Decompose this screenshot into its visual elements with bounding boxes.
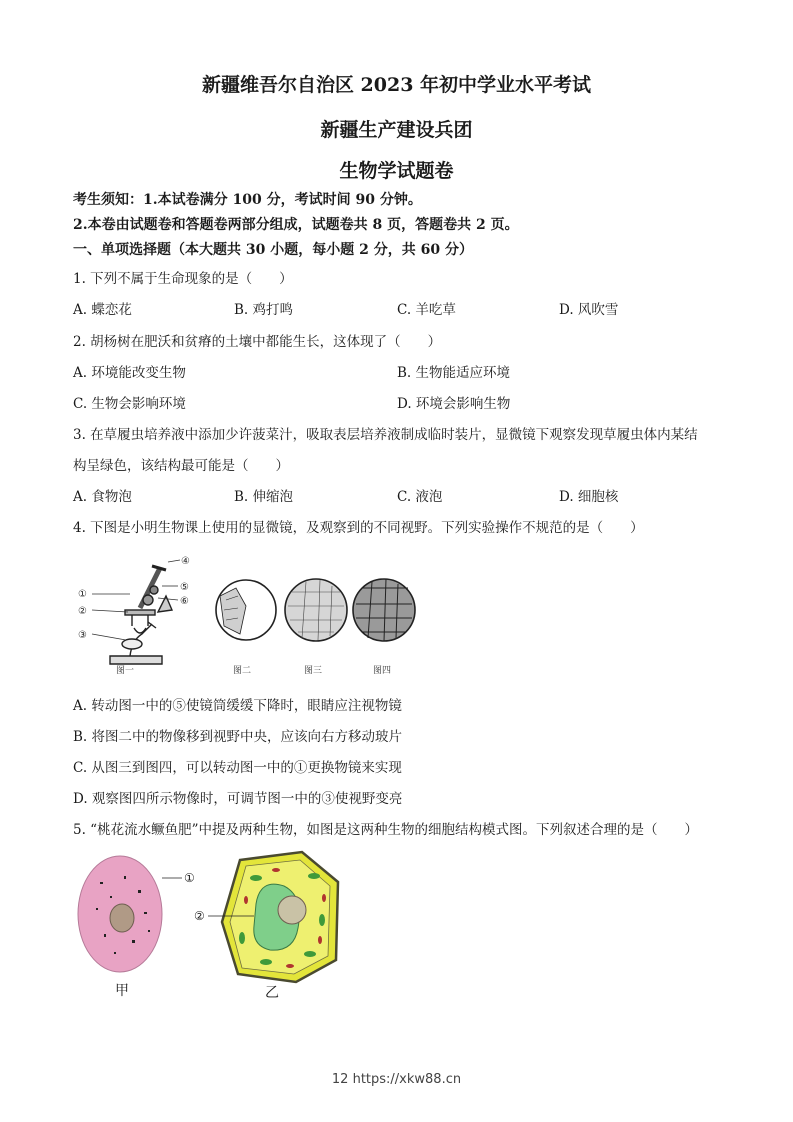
q1-option-c: C. 羊吃草 <box>397 302 456 318</box>
q1-option-d: D. 风吹雪 <box>559 302 619 318</box>
q4-option-a: A. 转动图一中的⑤使镜筒缓缓下降时，眼睛应注视物镜 <box>73 698 402 714</box>
caption-jia: 甲 <box>115 983 129 999</box>
q3-option-a: A. 食物泡 <box>73 489 132 505</box>
notice-line-1: 考生须知：1.本试卷满分 100 分，考试时间 90 分钟。 <box>73 192 422 208</box>
cell-label-1: ① <box>184 871 195 885</box>
q1-option-b: B. 鸡打鸣 <box>234 302 294 318</box>
page-footer: 12 https://xkw88.cn <box>331 1072 462 1087</box>
caption-fig1: 图一 <box>116 666 135 676</box>
question-1-stem: 1. 下列不属于生命现象的是（ ） <box>73 271 293 287</box>
q4-option-d: D. 观察图四所示物像时，可调节图一中的③使视野变亮 <box>73 791 403 807</box>
caption-fig2: 图二 <box>233 666 252 676</box>
view-four <box>353 579 415 641</box>
q3-option-c: C. 液泡 <box>397 489 443 505</box>
cell-label-2: ② <box>194 909 205 923</box>
animal-cell <box>78 856 162 972</box>
question-3-stem-cont: 构呈绿色，该结构最可能是（ ） <box>73 458 289 474</box>
paper-title: 生物学试题卷 <box>339 160 454 182</box>
cell-figure <box>70 842 370 1002</box>
microscope-drawing <box>110 566 172 664</box>
exam-title: 新疆维吾尔自治区 2023 年初中学业水平考试 <box>201 74 592 96</box>
q3-option-d: D. 细胞核 <box>559 489 619 505</box>
caption-yi: 乙 <box>265 985 279 1001</box>
q4-option-b: B. 将图二中的物像移到视野中央，应该向右方移动玻片 <box>73 729 403 745</box>
view-three <box>285 579 347 641</box>
q2-option-d: D. 环境会影响生物 <box>397 396 511 412</box>
fig1-label-1: ① <box>78 589 87 600</box>
view-two <box>216 580 276 640</box>
fig1-label-4: ④ <box>181 556 190 567</box>
plant-cell <box>222 852 338 982</box>
caption-fig4: 图四 <box>373 666 392 676</box>
q2-option-c: C. 生物会影响环境 <box>73 396 186 412</box>
fig1-label-6: ⑥ <box>180 596 189 607</box>
q4-option-c: C. 从图三到图四，可以转动图一中的①更换物镜来实现 <box>73 760 402 776</box>
question-3-stem: 3. 在草履虫培养液中添加少许菠菜汁，吸取表层培养液制成临时装片，显微镜下观察发现草履虫体内某结 <box>73 427 698 443</box>
q3-option-b: B. 伸缩泡 <box>234 489 294 505</box>
exam-subtitle: 新疆生产建设兵团 <box>320 119 473 141</box>
fig1-label-3: ③ <box>78 630 87 641</box>
notice-line-2: 2.本卷由试题卷和答题卷两部分组成，试题卷共 8 页，答题卷共 2 页。 <box>73 217 519 233</box>
section-heading: 一、单项选择题（本大题共 30 小题，每小题 2 分，共 60 分） <box>73 242 473 258</box>
caption-fig3: 图三 <box>304 666 323 676</box>
microscope-figure <box>70 548 430 676</box>
question-5-stem: 5. “桃花流水鳜鱼肥”中提及两种生物，如图是这两种生物的细胞结构模式图。下列叙述合理的是（ ） <box>73 822 698 838</box>
fig1-label-2: ② <box>78 606 87 617</box>
question-2-stem: 2. 胡杨树在肥沃和贫瘠的土壤中都能生长，这体现了（ ） <box>73 334 442 350</box>
q2-option-b: B. 生物能适应环境 <box>397 365 511 381</box>
fig1-label-5: ⑤ <box>180 582 189 593</box>
q2-option-a: A. 环境能改变生物 <box>73 365 186 381</box>
q1-option-a: A. 蝶恋花 <box>73 302 132 318</box>
question-4-stem: 4. 下图是小明生物课上使用的显微镜，及观察到的不同视野。下列实验操作不规范的是（ ） <box>73 520 644 536</box>
